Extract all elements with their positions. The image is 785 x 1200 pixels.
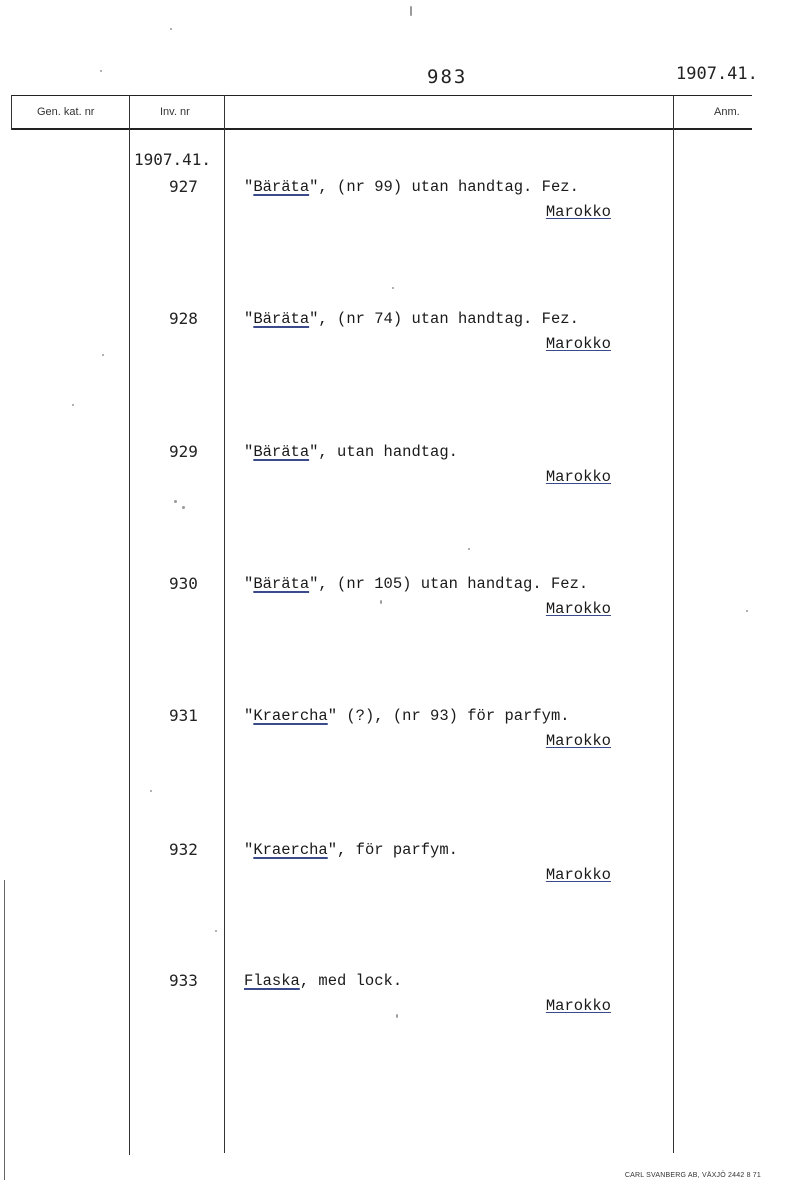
object-term: Kraercha [253,841,328,859]
inventory-year: 1907.41. [134,150,212,169]
scan-speck [182,506,185,509]
column-header-anm: Anm. [714,106,740,118]
scan-speck [100,70,102,72]
scan-speck [746,610,748,612]
scan-speck [468,548,470,550]
item-description: "Kraercha", för parfym. [244,841,458,859]
item-origin: Marokko [545,600,611,618]
list-item [0,177,785,237]
inventory-number: 930 [169,574,198,593]
list-item [0,706,785,766]
printer-imprint: CARL SVANBERG AB, VÄXJÖ 2442 8 71 [624,1172,761,1179]
scan-speck [174,500,177,503]
column-header-gen-kat: Gen. kat. nr [37,106,95,118]
scan-speck [396,1014,398,1018]
object-term: Bäräta [253,310,310,328]
header-top-rule [11,95,752,96]
list-item [0,840,785,900]
item-origin: Marokko [545,203,611,221]
header-bottom-rule [11,128,752,130]
item-origin: Marokko [545,468,611,486]
inventory-number: 933 [169,971,198,990]
inventory-number: 927 [169,177,198,196]
list-item [0,309,785,369]
object-term: Bäräta [253,178,310,196]
scan-speck [380,600,382,604]
inventory-number: 928 [169,309,198,328]
object-term: Kraercha [253,707,328,725]
left-border-line [11,95,12,130]
item-description: "Bäräta", (nr 99) utan handtag. Fez. [244,178,579,196]
list-item [0,442,785,502]
object-term: Bäräta [253,443,310,461]
item-description: Flaska, med lock. [244,972,403,990]
item-description: "Bäräta", utan handtag. [244,443,458,461]
scan-speck [150,790,152,792]
item-origin: Marokko [545,997,611,1015]
list-item [0,971,785,1031]
scan-speck [392,287,394,289]
scan-speck [410,6,412,16]
item-description: "Kraercha" (?), (nr 93) för parfym. [244,707,570,725]
list-item [0,574,785,634]
item-origin: Marokko [545,732,611,750]
item-description: "Bäräta", (nr 105) utan handtag. Fez. [244,575,589,593]
column-header-inv: Inv. nr [160,106,190,118]
item-description: "Bäräta", (nr 74) utan handtag. Fez. [244,310,579,328]
scan-speck [215,930,217,932]
inventory-number: 931 [169,706,198,725]
scan-speck [102,354,104,356]
item-origin: Marokko [545,335,611,353]
inventory-number: 932 [169,840,198,859]
object-term: Flaska [244,972,300,990]
page-number: 983 [427,66,468,88]
object-term: Bäräta [253,575,310,593]
item-origin: Marokko [545,866,611,884]
catalog-number: 1907.41. [676,64,758,84]
inventory-number: 929 [169,442,198,461]
scan-speck [72,404,74,406]
scan-speck [170,28,172,30]
